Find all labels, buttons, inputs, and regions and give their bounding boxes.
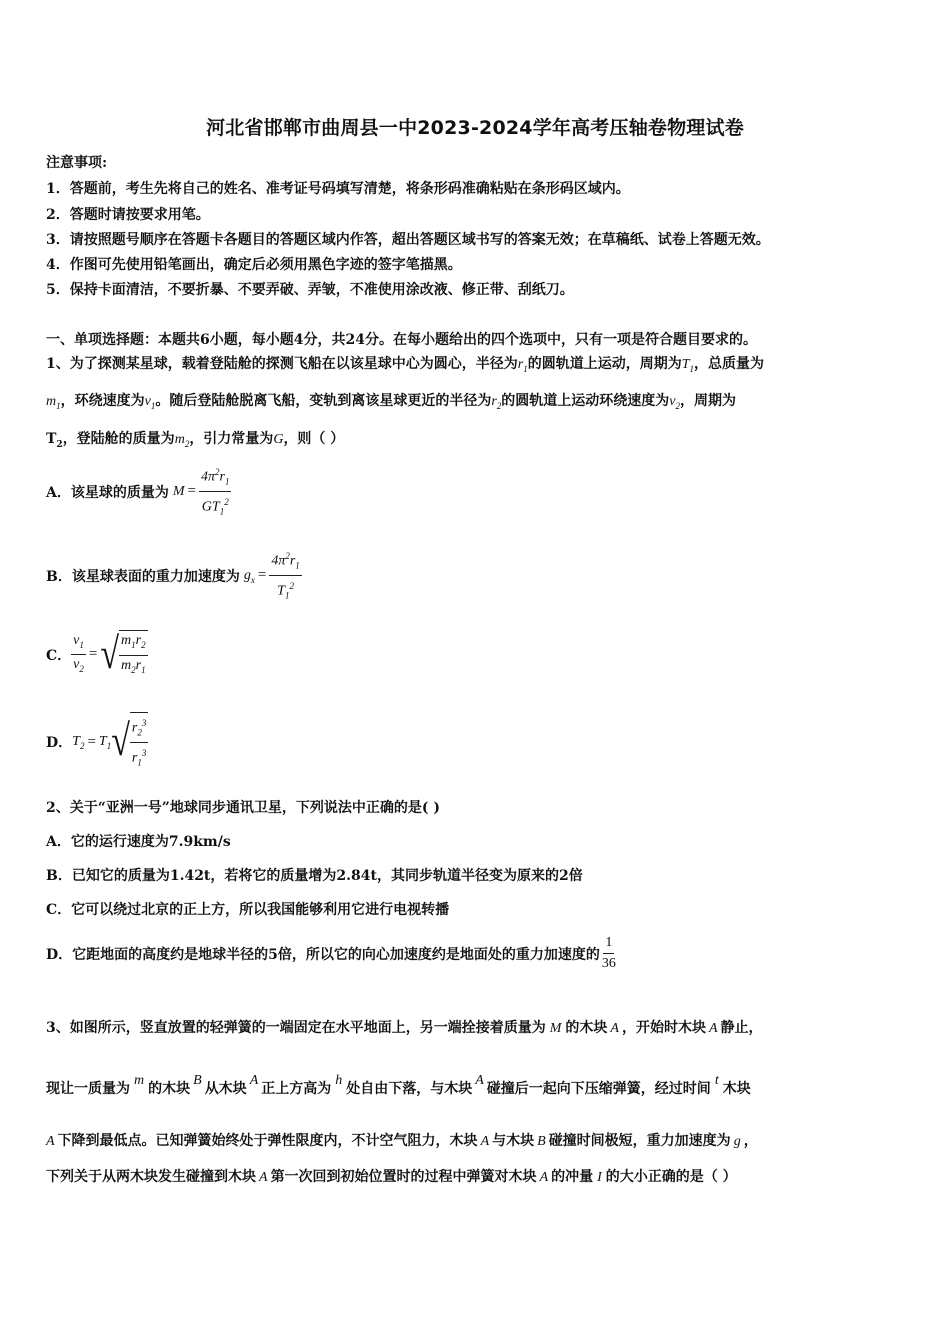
formula-d-sqrt: √ $\frac{r_2^3}{r_1^3}$ <box>111 712 148 773</box>
formula-b-fraction: $\frac{4\pi^2r_1}{T_1^2}$ <box>269 546 301 606</box>
q1-line-1: 1、为了探测某星球，载着登陆舱的探测飞船在以该星球中心为圆心，半径为$r_1$的圆轨道上运动，周期为$T_1$，总质量为 <box>46 356 764 374</box>
q2-option-c: C．它可以绕过北京的正上方，所以我国能够利用它进行电视转播 <box>46 902 450 918</box>
section-heading: 一、单项选择题：本题共6小题，每小题4分，共24分。在每小题给出的四个选项中，只有一项是符合题目要求的。 <box>46 332 757 348</box>
q2-option-a: A．它的运行速度为7.9km/s <box>46 834 231 850</box>
q1-line-2: $m_1$，环绕速度为$v_1$。随后登陆舱脱离飞船，变轨到离该星球更近的半径为$r_2$的圆轨道上运动环绕速度为$v_2$，周期为 <box>46 393 737 411</box>
formula-c-sqrt: √ $\frac{m_1r_2}{m_2r_1}$ <box>100 630 146 679</box>
var-v2: $v_2$ <box>669 394 681 411</box>
q3-line-3: A 下降到最低点。已知弹簧始终处于弹性限度内，不计空气阻力，木块 A 与木块 B 碰撞时间极短，重力加速度为 g ， <box>46 1133 758 1149</box>
q2-stem: 2、关于“亚洲一号”地球同步通讯卫星，下列说法中正确的是( ) <box>46 800 440 816</box>
q2-option-d: D．它距地面的高度约是地球半径的5倍，所以它的向心加速度约是地面处的重力加速度的 $\frac{1}{36}$ <box>46 933 618 974</box>
q3-line-4: 下列关于从两木块发生碰撞到木块 A 第一次回到初始位置时的过程中弹簧对木块 A 的冲量 I 的大小正确的是（ ） <box>46 1169 737 1185</box>
q1-option-d: D． $T_2$ = $T_1$ √ $\frac{r_2^3}{r_1^3}$ <box>46 712 148 773</box>
notice-item-4: 4．作图可先使用铅笔画出，确定后必须用黑色字迹的签字笔描黑。 <box>46 257 462 273</box>
var-G: G <box>273 432 284 447</box>
notice-heading: 注意事项: <box>46 155 108 171</box>
var-r2: $r_2$ <box>491 394 502 411</box>
formula-c-lhs: $\frac{v_1}{v_2}$ <box>73 632 84 675</box>
formula-b-lhs: $g_x$ <box>243 567 255 585</box>
formula-a-fraction: $\frac{4\pi^2r_1}{GT_1^2}$ <box>199 462 231 522</box>
q1-option-b: B．该星球表面的重力加速度为 $g_x$ = $\frac{4\pi^2r_1}{T_1^2}$ <box>46 546 302 606</box>
formula-d-lhs: $T_2$ <box>72 734 85 751</box>
var-m2: $m_2$ <box>174 432 190 449</box>
var-T1: $T_1$ <box>681 357 694 374</box>
q1-line-3: $T_2$，登陆舱的质量为$m_2$，引力常量为G，则（ ） <box>46 431 345 450</box>
var-T2: $T_2$ <box>46 431 63 450</box>
q3-line-1: 3、如图所示，竖直放置的轻弹簧的一端固定在水平地面上，另一端拴接着质量为 M 的木块 A ，开始时木块 A 静止， <box>46 1020 763 1036</box>
q3-line-2: 现让一质量为m的木块B从木块A正上方高为h处自由下落，与木块A碰撞后一起向下压缩弹簧，经过时间t木块 <box>46 1073 751 1097</box>
fraction-one-36: $\frac{1}{36}$ <box>601 935 616 971</box>
var-m1: $m_1$ <box>46 394 61 411</box>
var-v1: $v_1$ <box>144 394 156 411</box>
q2-option-b: B．已知它的质量为1.42t，若将它的质量增为2.84t，其同步轨道半径变为原来的2倍 <box>46 868 583 884</box>
notice-item-1: 1．答题前，考生先将自己的姓名、准考证号码填写清楚，将条形码准确粘贴在条形码区域内。 <box>46 181 630 197</box>
notice-item-3: 3．请按照题号顺序在答题卡各题目的答题区域内作答，超出答题区域书写的答案无效；在草稿纸、试卷上答题无效。 <box>46 232 770 248</box>
var-r1: $r_1$ <box>517 357 528 374</box>
notice-item-2: 2．答题时请按要求用笔。 <box>46 207 210 223</box>
page-title: 河北省邯郸市曲周县一中2023-2024学年高考压轴卷物理试卷 <box>206 117 744 139</box>
q1-option-c: C． $\frac{v_1}{v_2}$ = √ $\frac{m_1r_2}{m_2r_1}$ <box>46 630 146 679</box>
notice-item-5: 5．保持卡面清洁，不要折暴、不要弄破、弄皱，不准使用涂改液、修正带、刮纸刀。 <box>46 282 574 298</box>
q1-option-a: A．该星球的质量为 M = $\frac{4\pi^2r_1}{GT_1^2}$ <box>46 462 231 522</box>
formula-a-lhs: M <box>172 483 185 499</box>
